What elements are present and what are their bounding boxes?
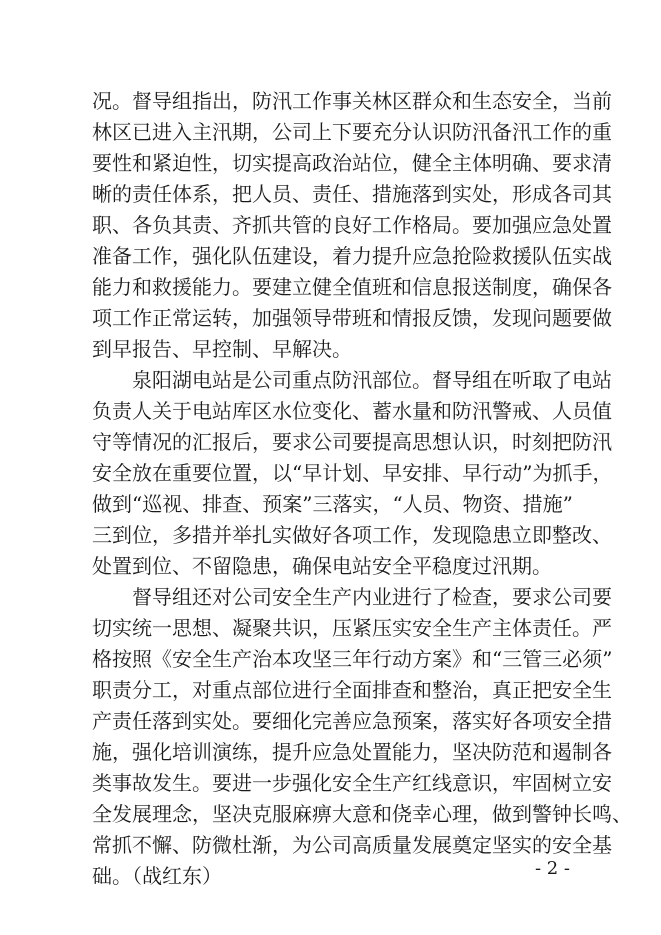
paragraph-1-line-1: 况。督导组指出，防汛工作事关林区群众和生态安全，当前: [92, 89, 612, 113]
paragraph-2-line-5: 做到“巡视、排查、预案”三落实，“人员、物资、措施”: [92, 492, 573, 516]
paragraph-3-line-4: 职责分工，对重点部位进行全面排查和整治，真正把安全生: [92, 678, 612, 702]
paragraph-3-line-10: 础。（战红东）: [92, 864, 222, 888]
paragraph-2-line-1: 泉阳湖电站是公司重点防汛部位。督导组在听取了电站: [132, 368, 612, 392]
paragraph-3-line-2: 切实统一思想、凝聚共识，压紧压实安全生产主体责任。严: [92, 616, 612, 640]
paragraph-3-line-3: 格按照《安全生产治本攻坚三年行动方案》和“三管三必须”: [92, 647, 613, 671]
page-number: - 2 -: [534, 858, 570, 879]
paragraph-2-line-2: 负责人关于电站库区水位变化、蓄水量和防汛警戒、人员值: [92, 399, 612, 423]
paragraph-1-line-3: 要性和紧迫性，切实提高政治站位，健全主体明确、要求清: [92, 151, 612, 175]
paragraph-1-line-2: 林区已进入主汛期，公司上下要充分认识防汛备汛工作的重: [92, 120, 612, 144]
paragraph-3-line-6: 施，强化培训演练，提升应急处置能力，坚决防范和遏制各: [92, 740, 612, 764]
paragraph-1-line-7: 能力和救援能力。要建立健全值班和信息报送制度，确保各: [92, 275, 612, 299]
paragraph-3-line-8: 全发展理念，坚决克服麻痹大意和侥幸心理，做到警钟长鸣、: [92, 802, 632, 826]
paragraph-2-line-3: 守等情况的汇报后，要求公司要提高思想认识，时刻把防汛: [92, 430, 612, 454]
paragraph-2-line-6: 三到位，多措并举扎实做好各项工作，发现隐患立即整改、: [92, 523, 612, 547]
paragraph-2-line-7: 处置到位、不留隐患，确保电站安全平稳度过汛期。: [92, 554, 552, 578]
paragraph-1-line-4: 晰的责任体系，把人员、责任、措施落到实处，形成各司其: [92, 182, 612, 206]
paragraph-1-line-8: 项工作正常运转，加强领导带班和情报反馈，发现问题要做: [92, 306, 612, 330]
paragraph-3-line-1: 督导组还对公司安全生产内业进行了检查，要求公司要: [132, 585, 612, 609]
paragraph-1-line-6: 准备工作，强化队伍建设，着力提升应急抢险救援队伍实战: [92, 244, 612, 268]
paragraph-1-line-9: 到早报告、早控制、早解决。: [92, 337, 352, 361]
paragraph-3-line-9: 常抓不懈、防微杜渐，为公司高质量发展奠定坚实的安全基: [92, 833, 612, 857]
paragraph-3-line-5: 产责任落到实处。要细化完善应急预案，落实好各项安全措: [92, 709, 612, 733]
paragraph-1-line-5: 职、各负其责、齐抓共管的良好工作格局。要加强应急处置: [92, 213, 612, 237]
paragraph-3-line-7: 类事故发生。要进一步强化安全生产红线意识，牢固树立安: [92, 771, 612, 795]
paragraph-2-line-4: 安全放在重要位置，以“早计划、早安排、早行动”为抓手，: [92, 461, 613, 485]
